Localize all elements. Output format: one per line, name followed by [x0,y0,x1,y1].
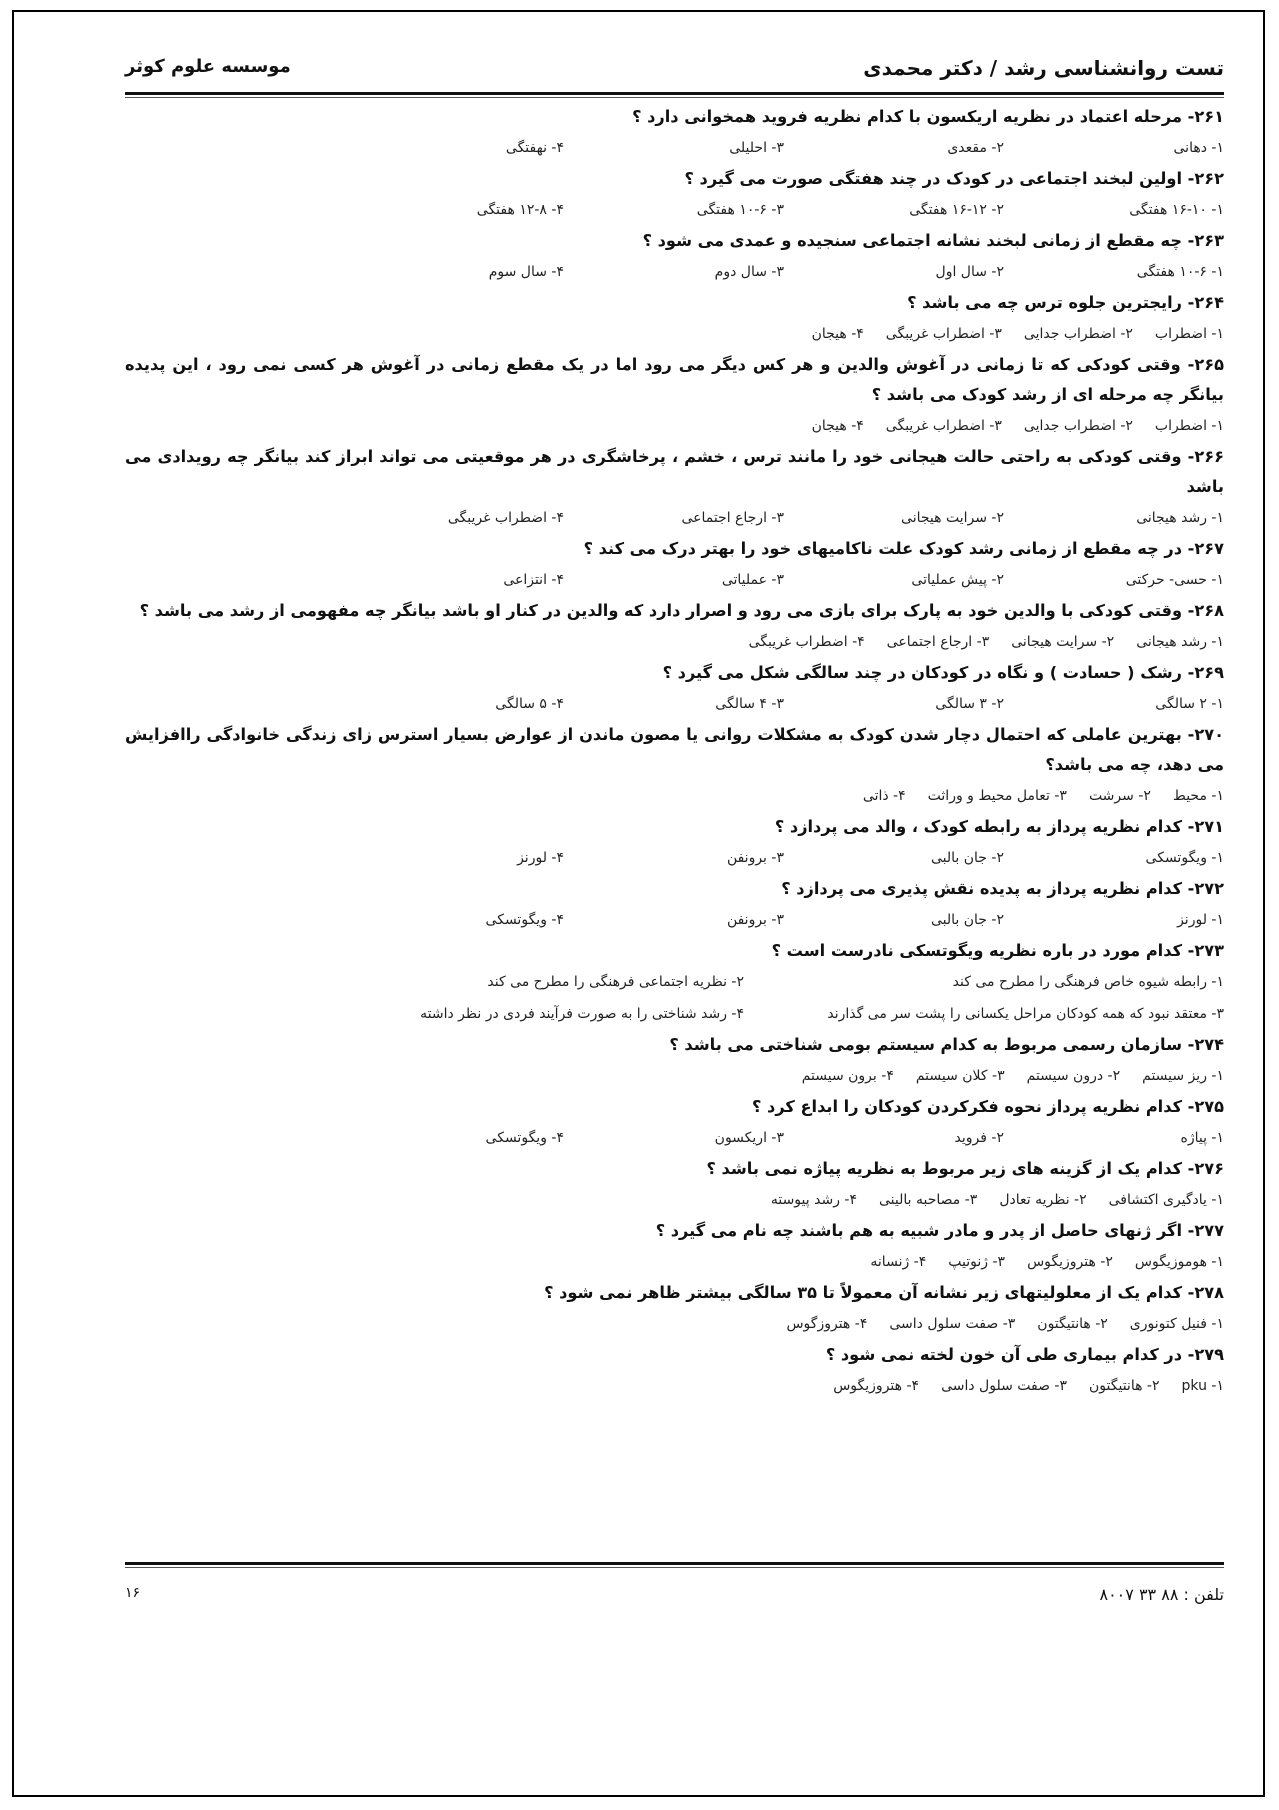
question-item [125,874,1224,936]
answer-option: ۲- هتروزیگوس [1027,1254,1113,1270]
answer-option: ۲- فروید [954,1130,1004,1146]
answer-option: ۴- ژنسانه [870,1254,927,1270]
answer-option: ۳- ارجاع اجتماعی [681,510,784,526]
question-text: ۲۶۷- در چه مقطع از زمانی رشد کودک علت ناکامیهای خود را بهتر درک می کند ؟ [583,539,1224,558]
question-text: ۲۷۴- سازمان رسمی مربوط به کدام سیستم بومی شناختی می باشد ؟ [669,1035,1224,1054]
question-item [125,658,1224,720]
answer-option: ۱- اضطراب [1154,326,1224,342]
question-item [125,936,1224,1030]
question-text: ۲۶۱- مرحله اعتماد در نظریه اریکسون با کدام نظریه فروید همخوانی دارد ؟ [632,107,1224,126]
question-item [125,164,1224,226]
answer-options [125,780,1224,812]
question-item [125,1278,1224,1340]
question-text: ۲۷۸- کدام یک از معلولیتهای زیر نشانه آن معمولاً تا ۳۵ سالگی بیشتر ظاهر نمی شود ؟ [544,1283,1224,1302]
question-text: ۲۷۶- کدام یک از گزینه های زیر مربوط به نظریه پیاژه نمی باشد ؟ [706,1159,1224,1178]
answer-option: ۱- حسی- حرکتی [1125,572,1224,588]
answer-option: ۴- رشد پیوسته [770,1192,857,1208]
answer-option: ۱- ۱۶-۱۰ هفتگی [1129,202,1224,218]
answer-options [125,256,1224,288]
answer-options [125,502,1224,534]
answer-option: ۴- ویگوتسکی [485,912,564,928]
answer-option: ۳- صفت سلول داسی [941,1378,1068,1394]
answer-options [125,626,1224,658]
page-number: ۱۶ [125,1585,141,1601]
answer-option: ۱- ویگوتسکی [1145,850,1224,866]
question-item [125,1340,1224,1402]
answer-option: ۴- ذاتی [862,788,906,804]
question-text: ۲۷۲- کدام نظریه پرداز به پدیده نقش پذیری می پردازد ؟ [781,879,1224,898]
header-rule [125,92,1224,95]
question-text: ۲۶۹- رشک ( حسادت ) و نگاه در کودکان در چند سالگی شکل می گیرد ؟ [662,663,1224,682]
question-item [125,1092,1224,1154]
answer-option: ۳- سال دوم [714,264,784,280]
answer-options [125,194,1224,226]
footer-rule [125,1562,1224,1565]
answer-option: ۲- جان بالبی [930,912,1004,928]
answer-option: ۳- احلیلی [729,140,784,156]
answer-option: ۳- کلان سیستم [915,1068,1005,1084]
answer-option: ۱- هوموزیگوس [1134,1254,1224,1270]
answer-options [125,410,1224,442]
question-item [125,1154,1224,1216]
answer-option: ۳- ۱۰-۶ هفتگی [696,202,784,218]
question-item [125,102,1224,164]
answer-option: ۲- ۳ سالگی [935,696,1004,712]
answer-option: ۴- اضطراب غریبگی [748,634,865,650]
answer-option: ۲- سرشت [1088,788,1151,804]
answer-option: ۱- رابطه شیوه خاص فرهنگی را مطرح می کند [952,974,1224,990]
answer-options [125,966,1224,1030]
answer-option: ۴- هیجان [811,418,864,434]
question-text: ۲۶۵- وقتی کودکی که تا زمانی در آغوش والدین و هر کس دیگر می رود اما در یک مقطع زمانی در آغوش هر کسی نمی رود ، این پدیده بیانگر چه مرحله ای از رشد کودک می باشد ؟ [125,355,1224,404]
footer-phone: تلفن : ۸۸ ۳۳ ۸۰۰۷ [1099,1585,1224,1604]
answer-option: ۱- pku [1181,1378,1224,1394]
answer-option: ۱- دهانی [1173,140,1224,156]
answer-option: ۴- ویگوتسکی [485,1130,564,1146]
answer-option: ۲- نظریه تعادل [999,1192,1087,1208]
answer-option: ۳- معتقد نبود که همه کودکان مراحل یکسانی را پشت سر می گذارند [827,1006,1224,1022]
answer-option: ۴- انتزاعی [503,572,564,588]
answer-option: ۲- هانتیگتون [1037,1316,1108,1332]
answer-options [125,132,1224,164]
question-text: ۲۷۱- کدام نظریه پرداز به رابطه کودک ، والد می پردازد ؟ [774,817,1224,836]
question-item [125,534,1224,596]
answer-option: ۴- برون سیستم [801,1068,894,1084]
answer-options [125,1308,1224,1340]
answer-option: ۳- مصاحبه بالینی [878,1192,978,1208]
answer-option: ۲- ۱۶-۱۲ هفتگی [909,202,1004,218]
answer-option: ۲- درون سیستم [1026,1068,1121,1084]
answer-option: ۴- هتروزگوس [786,1316,868,1332]
page-footer [125,1585,1224,1615]
institute-name: موسسه علوم کوثر [125,56,291,77]
question-list [125,102,1224,1557]
question-item [125,812,1224,874]
answer-option: ۲- نظریه اجتماعی فرهنگی را مطرح می کند [487,974,744,990]
answer-options [125,904,1224,936]
answer-option: ۱- ۱۰-۶ هفتگی [1136,264,1224,280]
question-text: ۲۷۰- بهترین عاملی که احتمال دچار شدن کودک به مشکلات روانی یا مصون ماندن از عوارض بسیار استرس زای زندگی خانوادگی راافزایش می دهد، چه می باشد؟ [125,725,1224,774]
answer-option: ۳- تعامل محیط و وراثت [927,788,1067,804]
answer-option: ۴- ۱۲-۸ هفتگی [476,202,564,218]
answer-option: ۲- اضطراب جدایی [1023,418,1133,434]
answer-option: ۴- اضطراب غریبگی [447,510,564,526]
answer-option: ۳- اریکسون [714,1130,784,1146]
answer-option: ۲- جان بالبی [930,850,1004,866]
answer-options [125,1060,1224,1092]
question-text: ۲۷۳- کدام مورد در باره نظریه ویگوتسکی نادرست است ؟ [771,941,1224,960]
answer-option: ۱- فنیل کتونوری [1129,1316,1224,1332]
answer-options [125,688,1224,720]
answer-option: ۲- سرایت هیجانی [901,510,1004,526]
question-text: ۲۶۶- وقتی کودکی به راحتی حالت هیجانی خود را مانند ترس ، خشم ، پرخاشگری در هر موقعیتی می تواند ابراز کند بیانگر چه رویدادی می باشد [125,447,1224,496]
answer-option: ۱- یادگیری اکتشافی [1108,1192,1224,1208]
question-item [125,596,1224,658]
answer-option: ۲- اضطراب جدایی [1023,326,1133,342]
answer-option: ۳- ۴ سالگی [715,696,784,712]
question-item [125,1216,1224,1278]
page-header [125,52,1224,88]
answer-option: ۴- هیجان [811,326,864,342]
question-text: ۲۶۲- اولین لبخند اجتماعی در کودک در چند هفتگی صورت می گیرد ؟ [684,169,1224,188]
question-text: ۲۷۷- اگر ژنهای حاصل از پدر و مادر شبیه به هم باشند چه نام می گیرد ؟ [655,1221,1224,1240]
page-title: تست روانشناسی رشد / دکتر محمدی [863,56,1224,80]
question-item [125,1030,1224,1092]
answer-option: ۲- سال اول [935,264,1004,280]
answer-option: ۱- لورنز [1177,912,1224,928]
answer-option: ۳- اضطراب غریبگی [885,326,1002,342]
question-text: ۲۶۳- چه مقطع از زمانی لبخند نشانه اجتماعی سنجیده و عمدی می شود ؟ [642,231,1224,250]
question-item [125,442,1224,534]
answer-option: ۳- برونفن [726,850,784,866]
answer-option: ۲- هانتیگتون [1089,1378,1160,1394]
answer-options [125,564,1224,596]
answer-option: ۱- ۲ سالگی [1155,696,1224,712]
answer-option: ۲- سرایت هیجانی [1011,634,1115,650]
answer-options [125,318,1224,350]
answer-option: ۲- پیش عملیاتی [911,572,1004,588]
question-text: ۲۶۸- وقتی کودکی با والدین خود به پارک برای بازی می رود و اصرار دارد که والدین در کنار او باشد بیانگر چه مفهومی از رشد می باشد ؟ [139,601,1224,620]
answer-option: ۱- ریز سیستم [1142,1068,1224,1084]
question-text: ۲۷۹- در کدام بیماری طی آن خون لخته نمی شود ؟ [825,1345,1224,1364]
answer-options [125,1184,1224,1216]
answer-option: ۴- رشد شناختی را به صورت فرآیند فردی در نظر داشته [420,1006,744,1022]
answer-option: ۱- رشد هیجانی [1136,510,1224,526]
answer-options [125,1122,1224,1154]
answer-option: ۴- نهفتگی [505,140,564,156]
answer-option: ۳- صفت سلول داسی [889,1316,1016,1332]
answer-options [125,842,1224,874]
answer-option: ۱- پیاژه [1180,1130,1224,1146]
answer-option: ۳- ارجاع اجتماعی [886,634,990,650]
question-item [125,288,1224,350]
answer-option: ۴- هتروزیگوس [833,1378,920,1394]
answer-options [125,1370,1224,1402]
answer-option: ۴- لورنز [517,850,564,866]
answer-option: ۳- اضطراب غریبگی [885,418,1002,434]
question-item [125,226,1224,288]
answer-options [125,1246,1224,1278]
question-text: ۲۷۵- کدام نظریه پرداز نحوه فکرکردن کودکان را ابداع کرد ؟ [752,1097,1224,1116]
header-rule-thin [125,97,1224,98]
answer-option: ۴- سال سوم [488,264,564,280]
answer-option: ۳- ژنوتیپ [948,1254,1006,1270]
question-item [125,350,1224,442]
answer-option: ۳- برونفن [726,912,784,928]
answer-option: ۲- مقعدی [947,140,1004,156]
question-item [125,720,1224,812]
answer-option: ۱- اضطراب [1154,418,1224,434]
footer-rule-thin [125,1567,1224,1568]
answer-option: ۱- رشد هیجانی [1136,634,1224,650]
answer-option: ۱- محیط [1172,788,1224,804]
question-text: ۲۶۴- رایجترین جلوه ترس چه می باشد ؟ [907,293,1224,312]
answer-option: ۴- ۵ سالگی [495,696,564,712]
answer-option: ۳- عملیاتی [721,572,784,588]
